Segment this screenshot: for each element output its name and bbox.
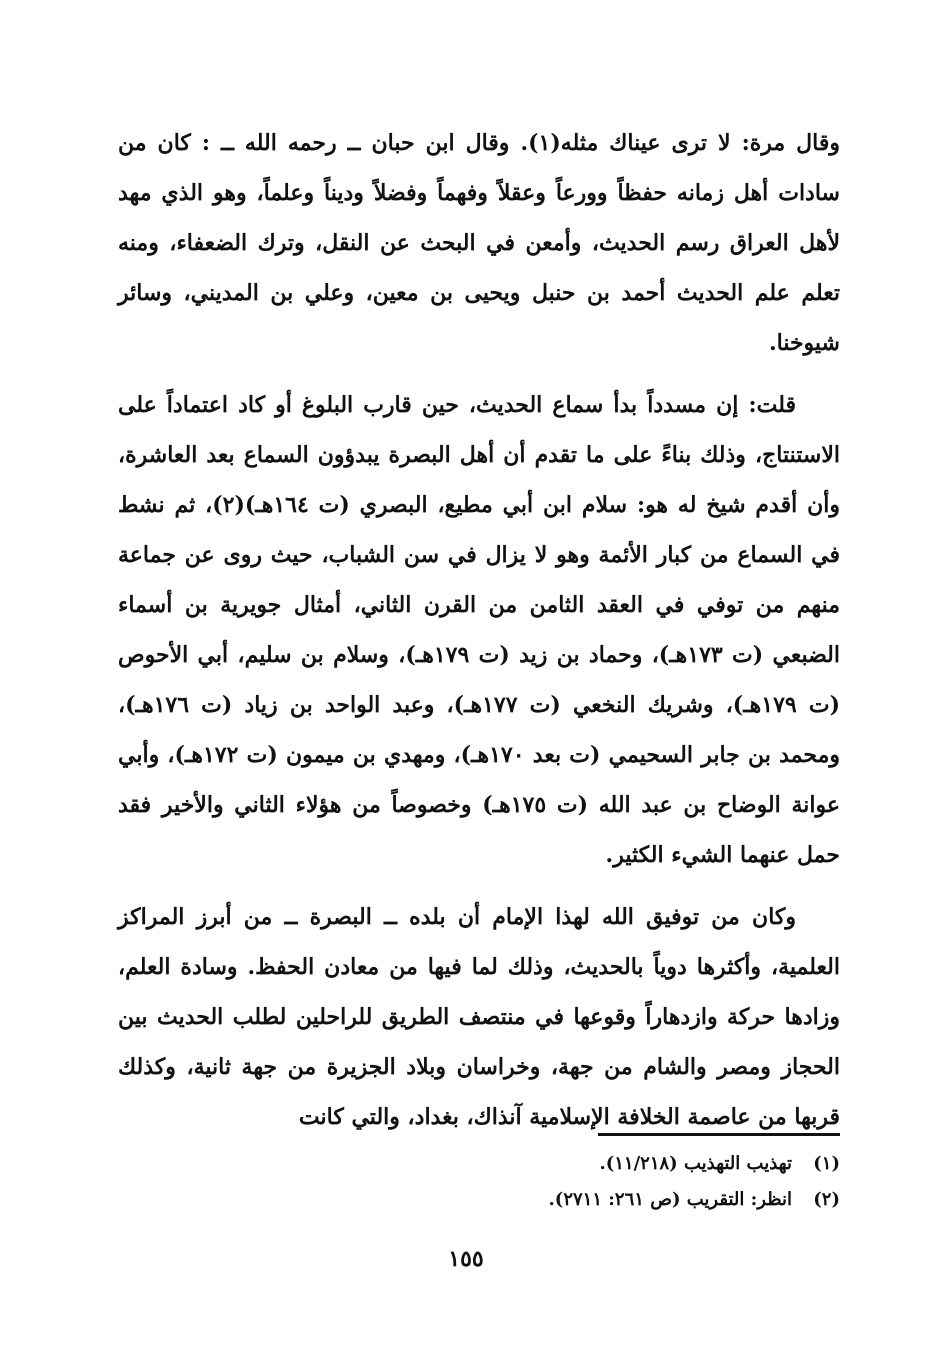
- paragraph-2: قلت: إن مسدداً بدأ سماع الحديث، حين قارب البلوغ أو كاد اعتماداً على الاستنتاج، وذلك بناءً على ما تقدم أن أهل البصرة يبدؤون السماع بعد العاشرة، وأن أقدم شيخ له هو: سلام ابن أبي مطيع، البصري (ت ١٦٤هـ)(٢)، ثم نشط في السماع من كبار الأئمة وهو لا يزال في سن الشباب، حيث روى عن جماعة منهم من توفي في العقد الثامن من القرن الثاني، أمثال جويرية بن أسماء الضبعي (ت ١٧٣هـ)، وحماد بن زيد (ت ١٧٩هـ)، وسلام بن سليم، أبي الأحوص (ت ١٧٩هـ)، وشريك النخعي (ت ١٧٧هـ)، وعبد الواحد بن زياد (ت ١٧٦هـ)، ومحمد بن جابر السحيمي (ت بعد ١٧٠هـ)، ومهدي بن ميمون (ت ١٧٢هـ)، وأبي عوانة الوضاح بن عبد الله (ت ١٧٥هـ) وخصوصاً من هؤلاء الثاني والأخير فقد حمل عنهما الشيء الكثير.: [118, 392, 840, 868]
- footnote-2-text: انظر: التقريب (ص ٢٦١: ٢٧١١).: [548, 1189, 792, 1210]
- paragraph-3: وكان من توفيق الله لهذا الإمام أن بلده ــ البصرة ــ من أبرز المراكز العلمية، وأكثرها دوياً بالحديث، وذلك لما فيها من معادن الحفظ. وسادة العلم، وزادها حركة وازدهاراً وقوعها في منتصف الطريق للراحلين لطلب الحديث بين الحجاز ومصر والشام من جهة، وخراسان وبلاد الجزيرة من جهة ثانية، وكذلك قربها من عاصمة الخلافة الإسلامية آنذاك، بغداد، والتي كانت: [118, 904, 840, 1130]
- footnote-2: [300, 1182, 840, 1218]
- footnote-2-number: (٢): [813, 1189, 840, 1210]
- footnote-1-text: تهذيب التهذيب (١١/٢١٨).: [599, 1153, 792, 1174]
- footnotes: [300, 1146, 840, 1218]
- footnote-1: [300, 1146, 840, 1182]
- footnote-divider: [598, 1133, 840, 1136]
- footnote-1-number: (١): [813, 1153, 840, 1174]
- paragraph-1: وقال مرة: لا ترى عيناك مثله(١). وقال ابن حبان ــ رحمه الله ــ : كان من سادات أهل زمانه حفظاً وورعاً وعقلاً وفهماً وفضلاً وديناً وعلماً، وهو الذي مهد لأهل العراق رسم الحديث، وأمعن في البحث عن النقل، وترك الضعفاء، ومنه تعلم علم الحديث أحمد بن حنبل ويحيى بن معين، وعلي بن المديني، وسائر شيوخنا.: [118, 130, 841, 356]
- page-number: ١٥٥: [448, 1246, 484, 1272]
- body-text: [118, 118, 840, 1154]
